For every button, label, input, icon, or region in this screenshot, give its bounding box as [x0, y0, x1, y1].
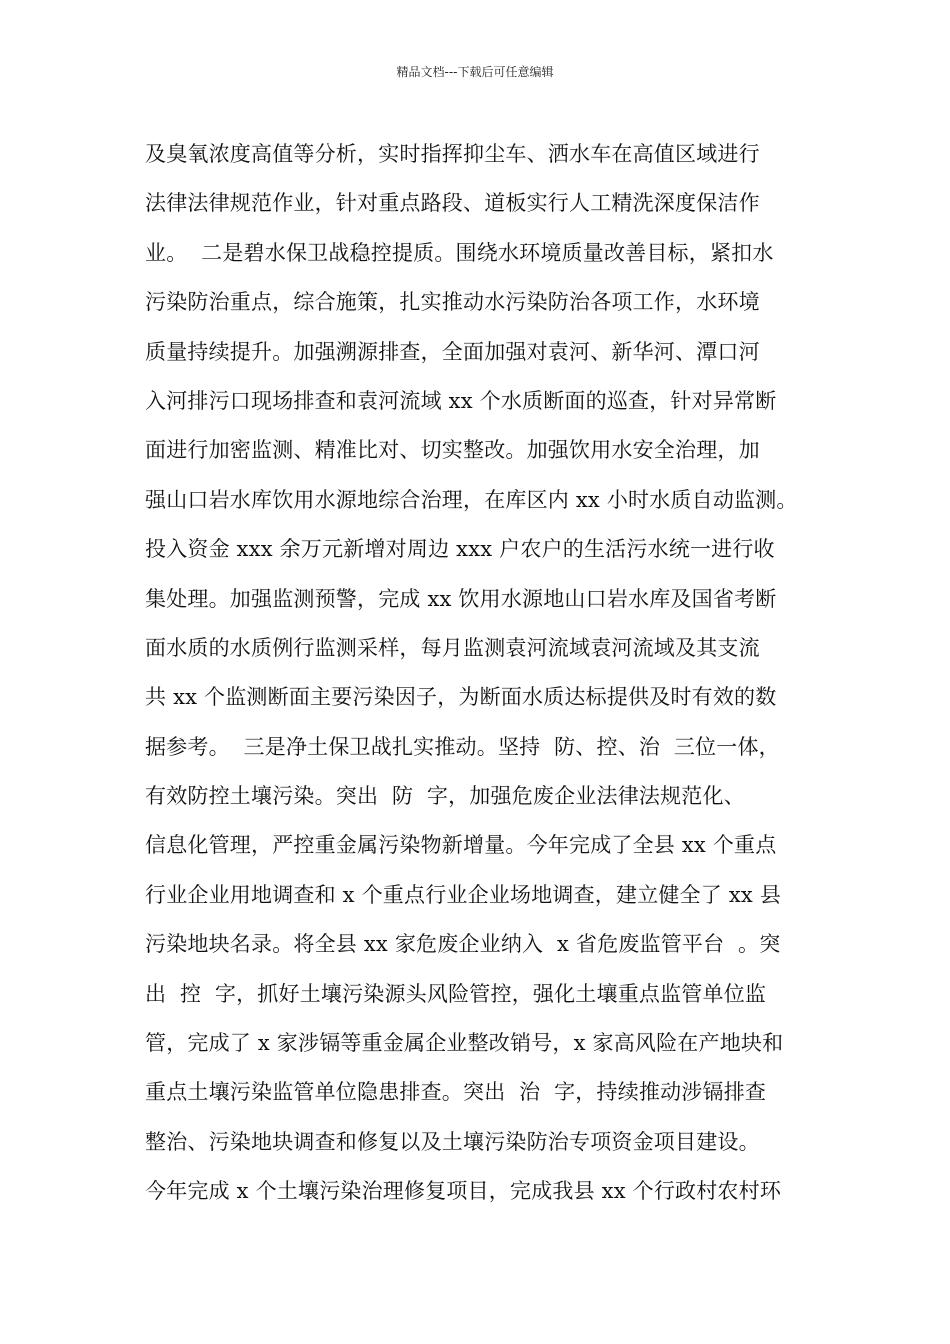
text-line: 集处理。加强监测预警，完成 xx 饮用水源地山口岩水库及国省考断 [145, 586, 777, 611]
text-line: 整治、污染地块调查和修复以及土壤污染防治专项资金项目建设。 [145, 1129, 760, 1154]
text-line: 业。 二是碧水保卫战稳控提质。围绕水环境质量改善目标，紧扣水 [145, 240, 774, 265]
text-line: 行业企业用地调查和 x 个重点行业企业场地调查，建立健全了 xx 县 [145, 882, 782, 907]
text-line: 管，完成了 x 家涉镉等重金属企业整改销号，x 家高风险在产地块和 [145, 1031, 784, 1056]
text-line: 投入资金 xxx 余万元新增对周边 xxx 户农户的生活污水统一进行收 [145, 537, 775, 562]
text-line: 面水质的水质例行监测采样，每月监测袁河流域袁河流域及其支流 [145, 635, 760, 660]
text-line: 污染地块名录。将全县 xx 家危废企业纳入 x 省危废监管平台 。突 [145, 932, 781, 957]
text-line: 及臭氧浓度高值等分析，实时指挥抑尘车、洒水车在高值区域进行 [145, 142, 760, 166]
text-line: 出 控 字，抓好土壤污染源头风险管控，强化土壤重点监管单位监 [145, 981, 767, 1006]
text-line: 法律法律规范作业，针对重点路段、道板实行人工精洗深度保洁作 [145, 191, 760, 216]
text-line: 今年完成 x 个土壤污染治理修复项目，完成我县 xx 个行政村农村环 [145, 1179, 782, 1204]
text-line: 共 xx 个监测断面主要污染因子，为断面水质达标提供及时有效的数 [145, 685, 777, 710]
text-line: 信息化管理，严控重金属污染物新增量。今年完成了全县 xx 个重点 [145, 833, 777, 858]
text-line: 污染防治重点，综合施策，扎实推动水污染防治各项工作，水环境 [145, 290, 760, 315]
text-line: 强山口岩水库饮用水源地综合治理，在库区内 xx 小时水质自动监测。 [145, 487, 798, 512]
text-line: 重点土壤污染监管单位隐患排查。突出 治 字，持续推动涉镉排查 [145, 1080, 767, 1105]
text-line: 据参考。 三是净土保卫战扎实推动。坚持 防、控、治 三位一体， [145, 734, 780, 759]
text-line: 质量持续提升。加强溯源排查，全面加强对袁河、新华河、潭口河 [145, 339, 760, 364]
document-body [145, 130, 825, 1217]
text-line: 面进行加密监测、精准比对、切实整改。加强饮用水安全治理，加 [145, 438, 760, 463]
page-header: 精品文档---下载后可任意编辑 [396, 65, 554, 79]
text-line: 有效防控土壤污染。突出 防 字，加强危废企业法律法规范化、 [145, 784, 745, 809]
text-line: 入河排污口现场排查和袁河流域 xx 个水质断面的巡查，针对异常断 [145, 388, 777, 413]
